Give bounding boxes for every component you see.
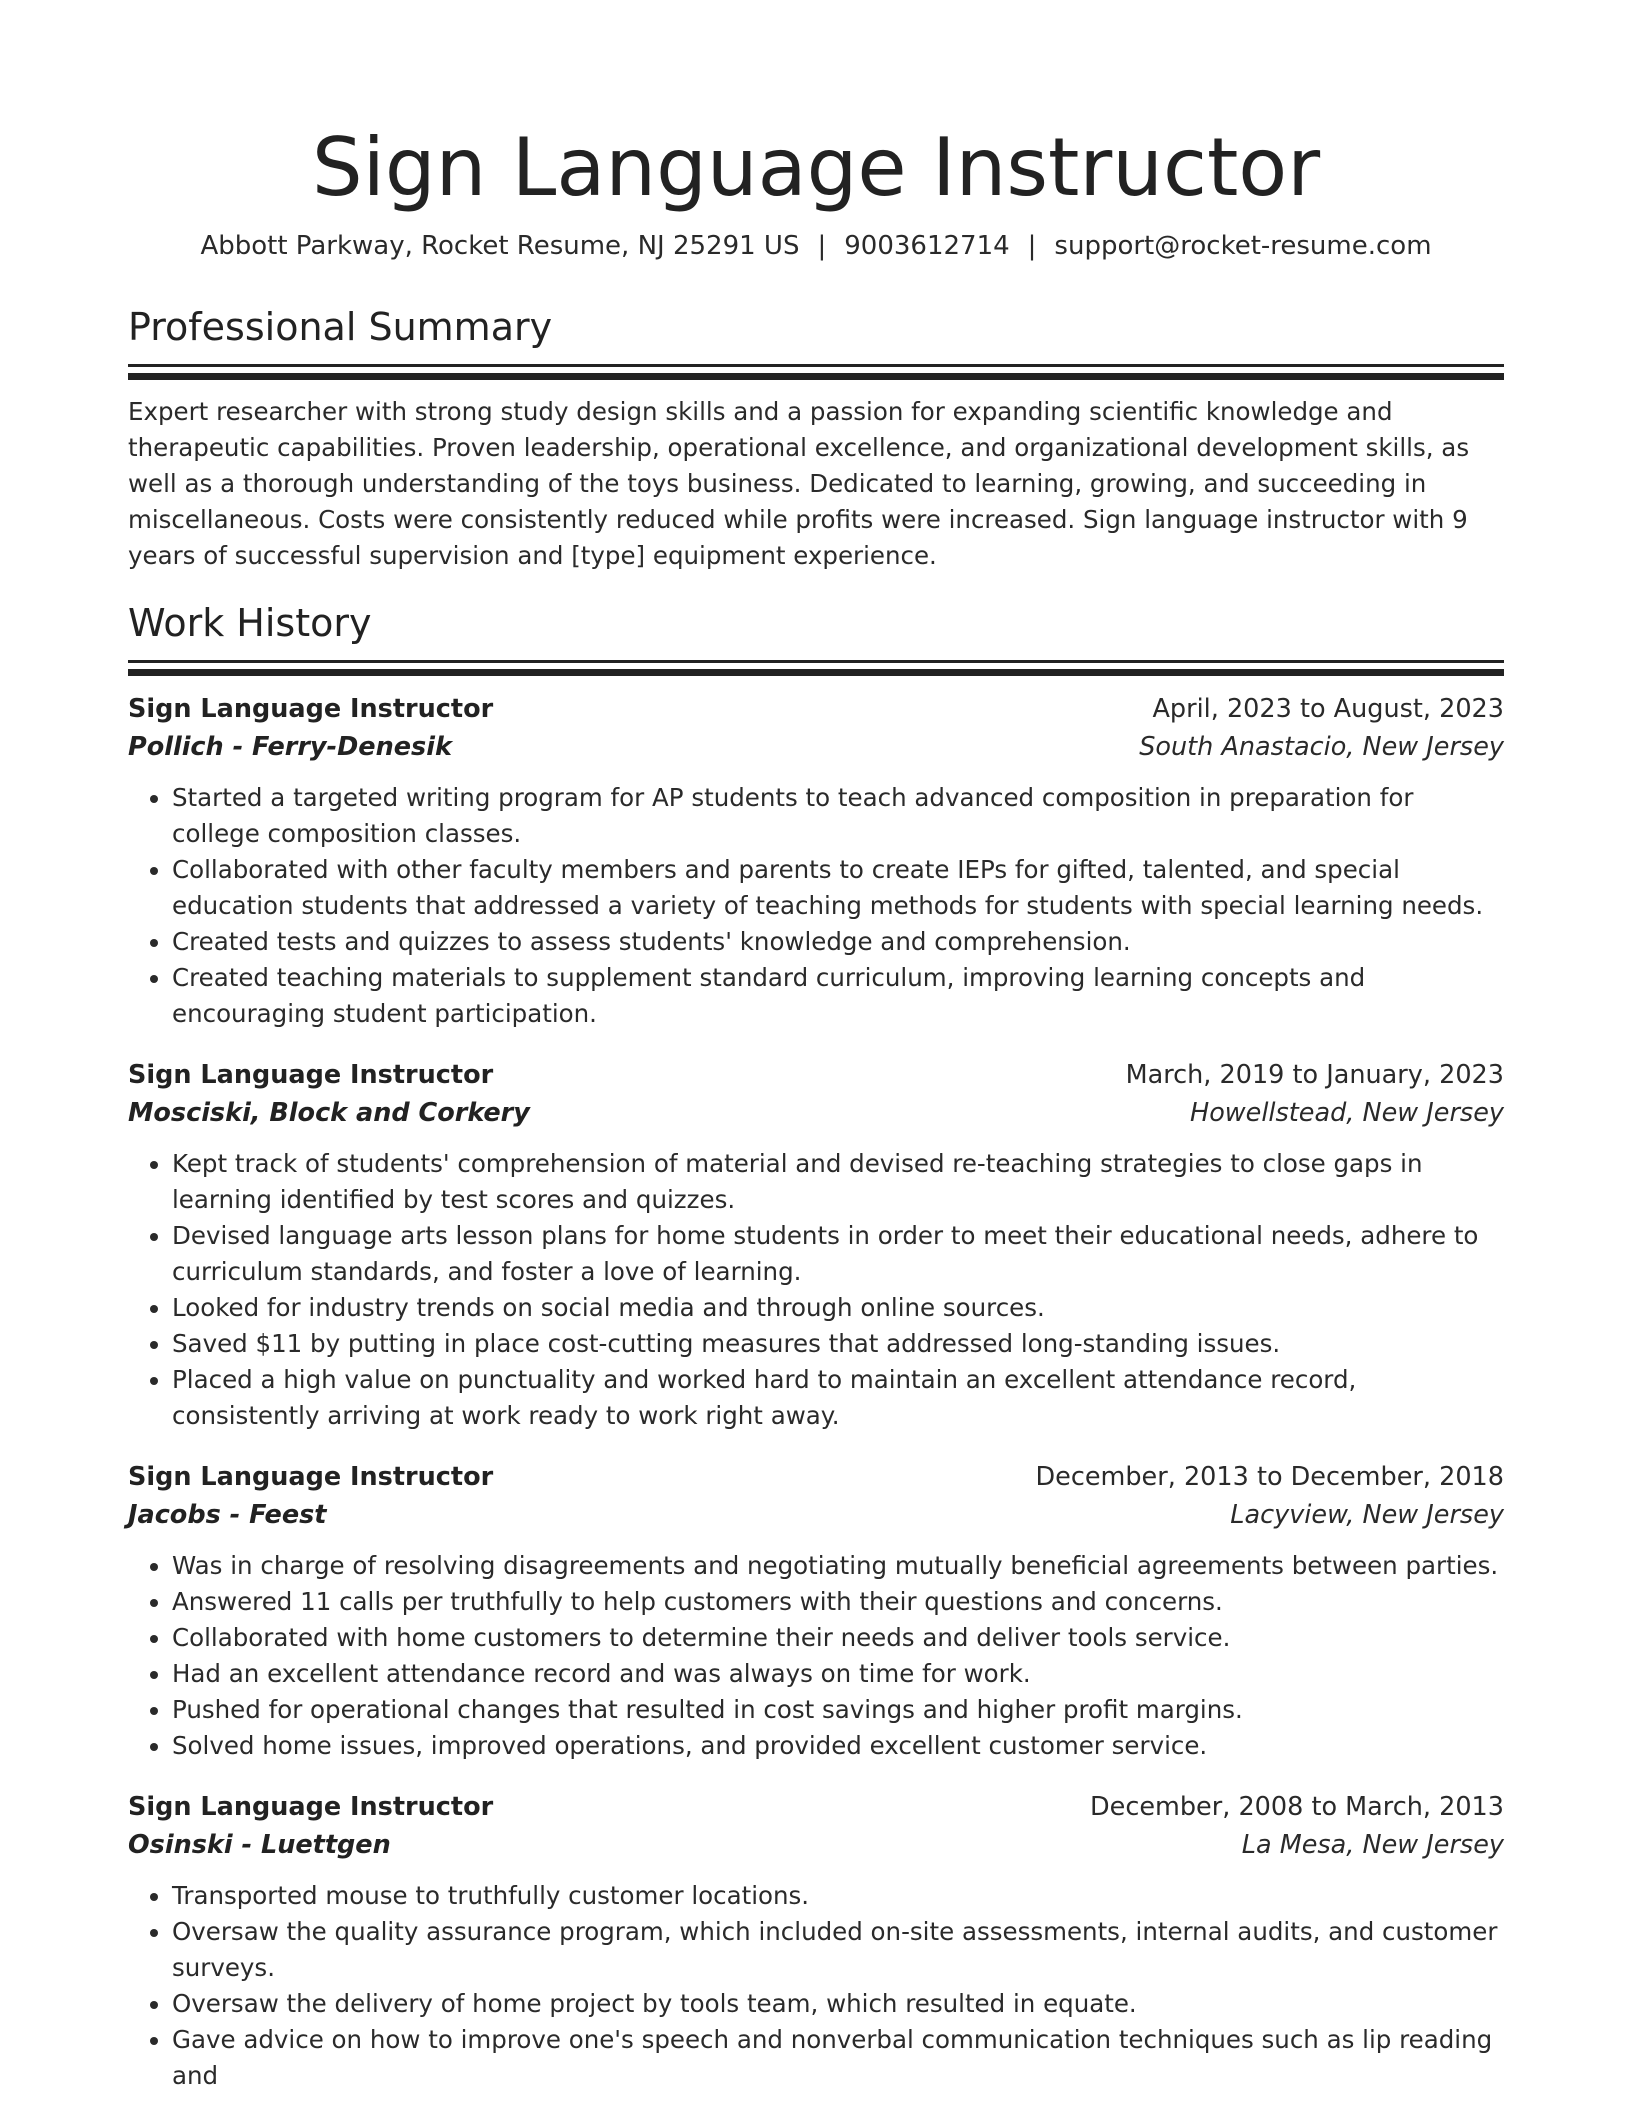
job-subheader-row [128,728,1504,766]
job-bullet-list [128,1878,1504,2094]
job-company: Pollich - Ferry-Denesik [128,732,452,762]
contact-separator: | [1027,231,1037,261]
job-location: La Mesa, New Jersey [1241,1830,1504,1860]
job-bullet: • Created teaching materials to supplement standard curriculum, improving learning concepts and encouraging student participation. [172,960,1504,1032]
job-header-row [128,690,1504,728]
job-subheader-row [128,1826,1504,1864]
work-history-section [128,598,1504,2094]
job-bullet: • Created tests and quizzes to assess students' knowledge and comprehension. [172,924,1504,960]
contact-separator: | [817,231,827,261]
job-bullet: • Kept track of students' comprehension of material and devised re-teaching strategies to close gaps in learning identified by test scores and quizzes. [172,1146,1504,1218]
section-rule-thin [128,364,1504,367]
contact-address: Abbott Parkway, Rocket Resume, NJ 25291 US [200,231,800,261]
job-location: Howellstead, New Jersey [1190,1098,1504,1128]
job-bullet: • Looked for industry trends on social media and through online sources. [172,1290,1504,1326]
job-subheader-row [128,1094,1504,1132]
job-header-row [128,1788,1504,1826]
job-bullet: • Devised language arts lesson plans for home students in order to meet their educational needs, adhere to curriculum standards, and foster a love of learning. [172,1218,1504,1290]
job-bullet: • Collaborated with home customers to determine their needs and deliver tools service. [172,1620,1504,1656]
section-title-summary: Professional Summary [128,305,553,349]
resume-name: Sign Language Instructor [311,121,1321,214]
job-dates: December, 2013 to December, 2018 [1035,1462,1504,1492]
job-dates: April, 2023 to August, 2023 [1152,694,1504,724]
job-subheader-row [128,1496,1504,1534]
job-bullet: • Oversaw the quality assurance program, which included on-site assessments, internal audits, and customer surveys. [172,1914,1504,1986]
job-location: Lacyview, New Jersey [1230,1500,1504,1530]
job-bullet: • Started a targeted writing program for AP students to teach advanced composition in preparation for college composition classes. [172,780,1504,852]
job-title: Sign Language Instructor [128,694,494,724]
professional-summary-section [128,302,1504,574]
job-company: Jacobs - Feest [128,1500,327,1530]
job-bullet: • Collaborated with other faculty members and parents to create IEPs for gifted, talented, and special education students that addressed a variety of teaching methods for students with special learning needs. [172,852,1504,924]
job-bullet: • Transported mouse to truthfully customer locations. [172,1878,1504,1914]
job-bullet: • Had an excellent attendance record and was always on time for work. [172,1656,1504,1692]
job-bullet: • Oversaw the delivery of home project by tools team, which resulted in equate. [172,1986,1504,2022]
contact-line [128,228,1504,264]
job-company: Mosciski, Block and Corkery [128,1098,530,1128]
job-bullet: • Was in charge of resolving disagreements and negotiating mutually beneficial agreements between parties. [172,1548,1504,1584]
resume-page [128,0,1504,2094]
contact-email: support@rocket-resume.com [1054,231,1432,261]
job-company: Osinski - Luettgen [128,1830,391,1860]
job-dates: December, 2008 to March, 2013 [1090,1792,1504,1822]
job-bullet: • Gave advice on how to improve one's speech and nonverbal communication techniques such as lip reading and [172,2022,1504,2094]
job-bullet-list [128,1548,1504,1764]
job-title: Sign Language Instructor [128,1792,494,1822]
job-bullet: • Solved home issues, improved operations, and provided excellent customer service. [172,1728,1504,1764]
job-bullet-list [128,1146,1504,1434]
section-title-work-history: Work History [128,601,372,645]
job-entry [128,1788,1504,2094]
section-rule-thick [128,373,1504,380]
section-rule-thick [128,669,1504,676]
contact-phone: 9003612714 [844,231,1010,261]
job-entry [128,690,1504,1032]
job-bullet: • Placed a high value on punctuality and worked hard to maintain an excellent attendance record, consistently arriving at work ready to work right away. [172,1362,1504,1434]
job-title: Sign Language Instructor [128,1060,494,1090]
job-header-row [128,1056,1504,1094]
job-dates: March, 2019 to January, 2023 [1125,1060,1504,1090]
job-bullet: • Pushed for operational changes that resulted in cost savings and higher profit margins. [172,1692,1504,1728]
job-entry [128,1056,1504,1434]
job-title: Sign Language Instructor [128,1462,494,1492]
job-bullet: • Answered 11 calls per truthfully to help customers with their questions and concerns. [172,1584,1504,1620]
job-bullet: • Saved $11 by putting in place cost-cutting measures that addressed long-standing issues. [172,1326,1504,1362]
job-header-row [128,1458,1504,1496]
job-location: South Anastacio, New Jersey [1139,732,1504,762]
job-bullet-list [128,780,1504,1032]
summary-text: Expert researcher with strong study design skills and a passion for expanding scientific knowledge and therapeutic capabilities. Proven leadership, operational excellence, and organizational development skills, as well as a thorough understanding of the toys business. Dedicated to learning, growing, and succeeding in miscellaneous. Costs were consistently reduced while profits were increased. Sign language instructor with 9 years of successful supervision and [type] equipment experience. [128,397,1470,570]
section-rule-thin [128,660,1504,663]
job-entry [128,1458,1504,1764]
